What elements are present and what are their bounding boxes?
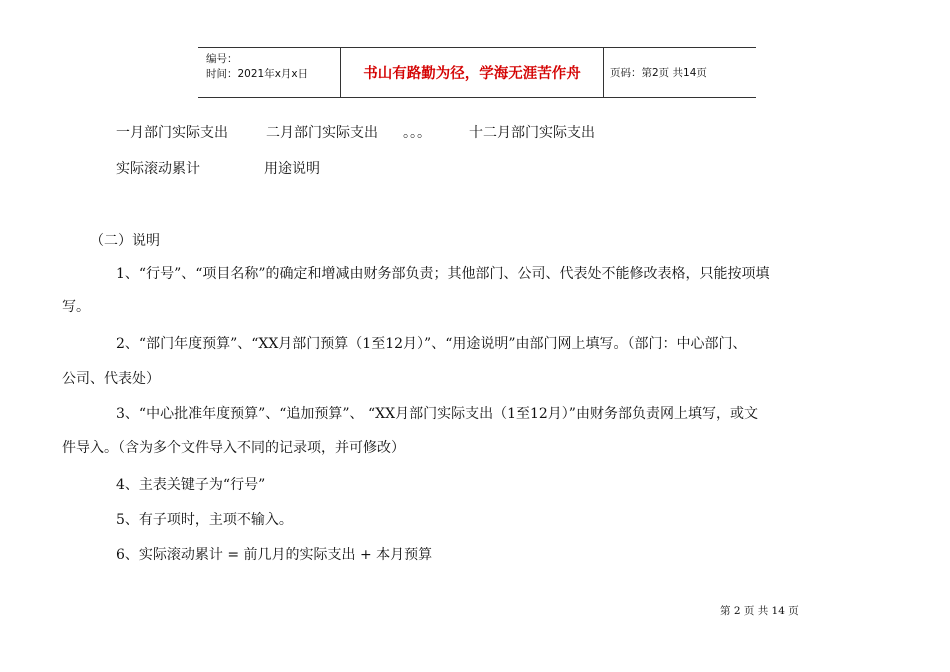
paragraph-1-line-1: 1、“行号”、“项目名称”的确定和增减由财务部负责；其他部门、公司、代表处不能修改表格，只能按项填 <box>116 266 770 282</box>
paragraph-1-line-2: 写。 <box>62 299 90 315</box>
paragraph-2-line-2: 公司、代表处） <box>62 371 160 387</box>
paragraph-3-line-1: 3、“中心批准年度预算”、“追加预算”、 “XX月部门实际支出（1至12月）”由财务部负责网上填写，或文 <box>116 406 758 422</box>
column-feb-actual: 二月部门实际支出 <box>266 125 378 141</box>
section-title: （二）说明 <box>90 233 160 249</box>
time-label: 时间：2021年x月x日 <box>206 68 309 80</box>
paragraph-4: 4、主表关键子为“行号” <box>116 477 266 493</box>
paragraph-5: 5、有子项时，主项不输入。 <box>116 512 293 528</box>
column-jan-actual: 一月部门实际支出 <box>116 125 228 141</box>
header-page-info: 页码：第2页 共14页 <box>610 67 707 79</box>
paragraph-3-line-2: 件导入。（含为多个文件导入不同的记录项，并可修改） <box>62 440 405 456</box>
column-usage-note: 用途说明 <box>264 161 320 177</box>
header-left-cell <box>198 48 340 97</box>
column-rolling-total: 实际滚动累计 <box>116 161 200 177</box>
column-dec-actual: 十二月部门实际支出 <box>469 125 595 141</box>
document-header <box>198 47 756 98</box>
page-footer: 第 2 页 共 14 页 <box>720 605 799 617</box>
paragraph-2-line-1: 2、“部门年度预算”、“XX月部门预算（1至12月）”、“用途说明”由部门网上填写。（部门：中心部门、 <box>116 336 747 352</box>
paragraph-6: 6、实际滚动累计 = 前几月的实际支出 + 本月预算 <box>116 547 433 563</box>
column-ellipsis: 。。。 <box>403 125 431 141</box>
number-label: 编号： <box>206 53 238 65</box>
header-motto: 书山有路勤为径，学海无涯苦作舟 <box>340 48 604 97</box>
